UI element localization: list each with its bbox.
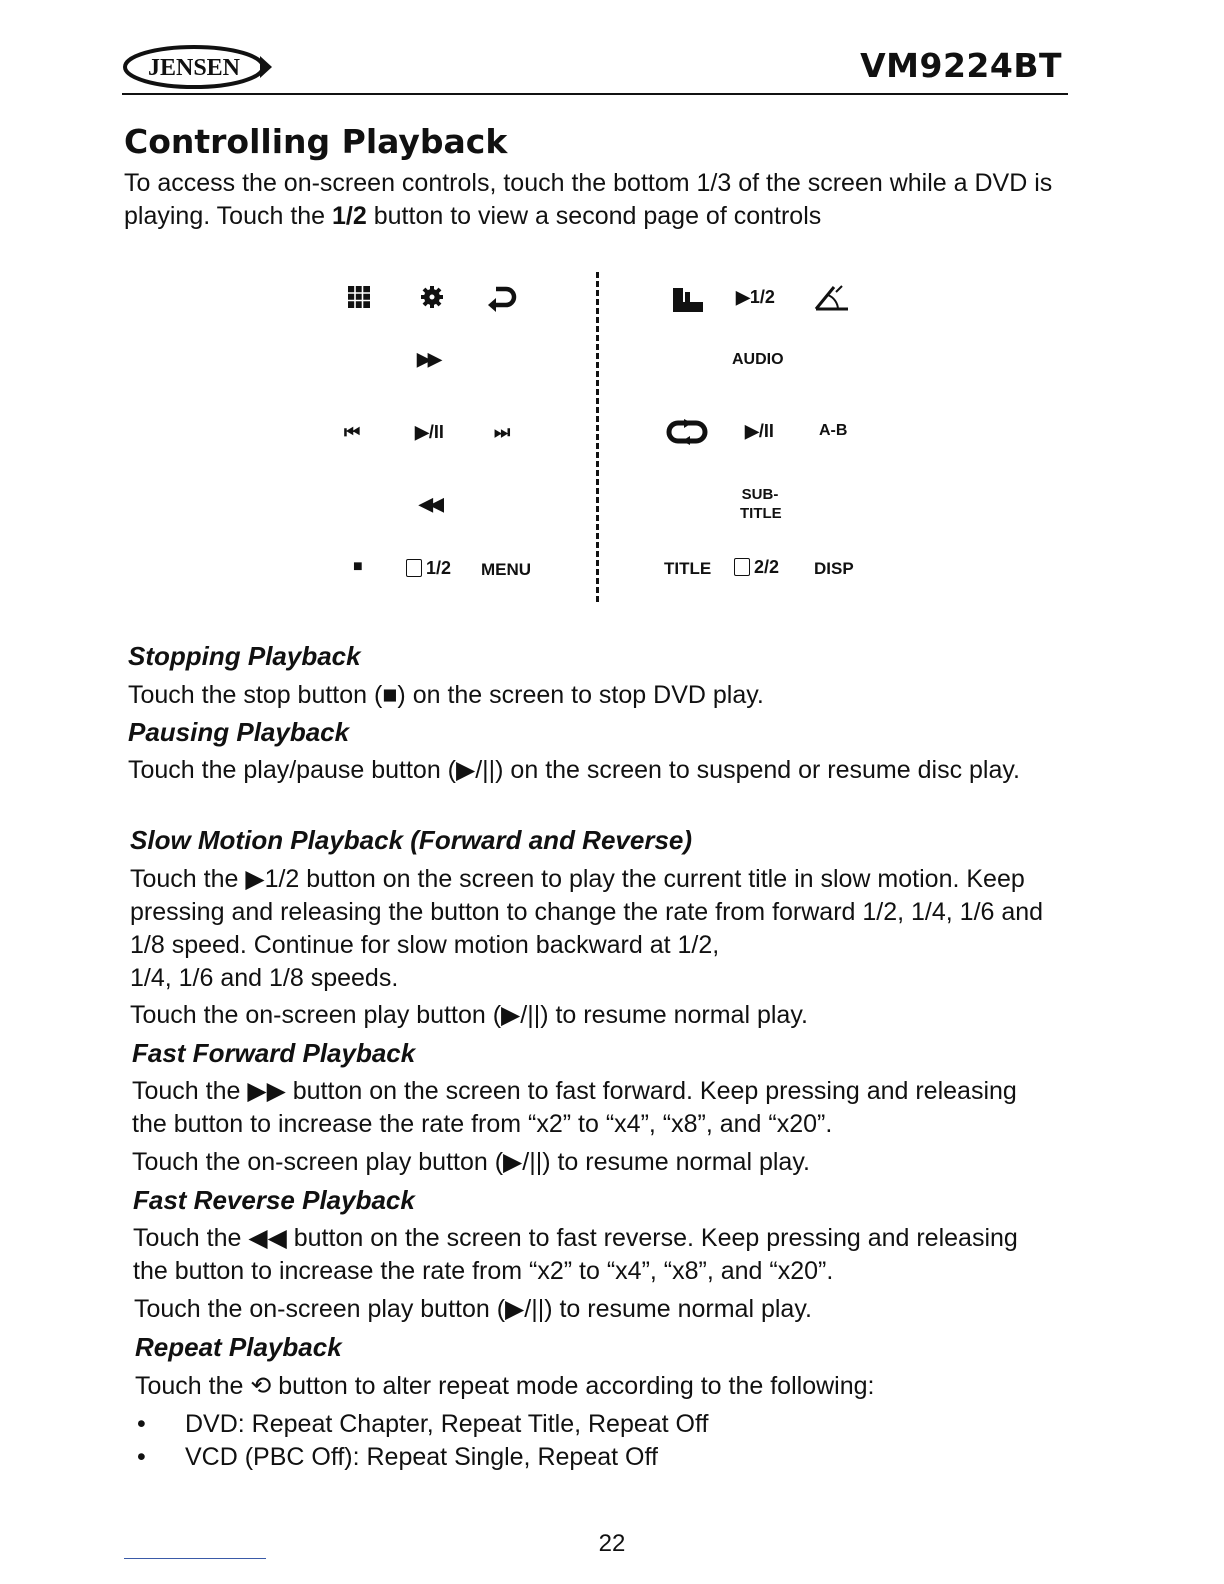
section-paragraph: Touch the ▶1/2 button on the screen to play the current title in slow motion. Keep pressing and releasing the button to change the rate from forward 1/2, 1/4, 1/6 and 1/8 speed. Continue for slow motion backward at 1/2,	[130, 865, 1044, 959]
subtitle-line-1: SUB-	[741, 486, 779, 503]
disp-button[interactable]: DISP	[814, 559, 854, 578]
angle-icon	[812, 282, 850, 312]
stop-button[interactable]: ■	[353, 558, 363, 575]
section-paragraph: Touch the play/pause button (▶/||) on the screen to suspend or resume disc play.	[128, 756, 1020, 784]
list-item-text: VCD (PBC Off): Repeat Single, Repeat Off	[185, 1443, 658, 1471]
section-paragraph: Touch the stop button (■) on the screen to stop DVD play.	[128, 681, 764, 709]
page-2-2-label: 2/2	[754, 557, 780, 577]
repeat-icon	[664, 419, 712, 445]
intro-bold: 1/2	[332, 202, 367, 230]
grid-menu-icon	[348, 286, 370, 308]
zoom-icon	[673, 282, 705, 312]
intro-text-1: To access the on-screen controls, touch the bottom 1/3 of the screen while a DVD is playing. Touch the	[124, 169, 1053, 230]
return-icon	[486, 284, 520, 312]
section-heading: Fast Forward Playback	[132, 1038, 416, 1068]
page-title: Controlling Playback	[124, 122, 508, 161]
list-item	[137, 1443, 658, 1472]
jensen-logo	[122, 44, 274, 90]
page-icon	[406, 559, 422, 577]
section-paragraph: Touch the on-screen play button (▶/||) to resume normal play.	[130, 1001, 808, 1029]
section-heading: Fast Reverse Playback	[133, 1185, 415, 1215]
subtitle-line-2: TITLE	[740, 505, 782, 522]
subtitle-button[interactable]	[740, 485, 780, 523]
menu-button[interactable]: MENU	[481, 560, 532, 579]
page-1-2-label: 1/2	[426, 558, 452, 578]
page-number: 22	[598, 1530, 626, 1557]
section-paragraph: Touch the ▶▶ button on the screen to fast forward. Keep pressing and releasing the button to increase the rate from “x2” to “x4”, “x8”, and “x20”.	[132, 1077, 1017, 1138]
fast-reverse-button[interactable]: ◀◀	[419, 494, 441, 514]
bullet-dot: •	[137, 1443, 146, 1471]
next-button[interactable]: ⏭	[494, 422, 508, 442]
section-heading: Repeat Playback	[135, 1332, 342, 1362]
slow-motion-button[interactable]: ▶1/2	[736, 287, 775, 307]
gear-icon	[420, 285, 444, 309]
section-heading: Stopping Playback	[128, 641, 361, 671]
page-divider	[596, 272, 599, 602]
page-icon	[734, 558, 750, 576]
section-heading: Slow Motion Playback (Forward and Reverse)	[130, 825, 693, 855]
page-2-2-button[interactable]	[734, 557, 779, 578]
section-paragraph: Touch the on-screen play button (▶/||) to resume normal play.	[134, 1295, 812, 1323]
play-pause-button[interactable]: ▶/II	[415, 422, 444, 442]
model-number: VM9224BT	[860, 46, 1062, 85]
audio-button[interactable]: AUDIO	[732, 351, 784, 368]
list-item-text: DVD: Repeat Chapter, Repeat Title, Repeat Off	[185, 1410, 709, 1438]
previous-button[interactable]: ⏮	[344, 422, 358, 442]
page-1-2-button[interactable]	[406, 558, 451, 579]
intro-paragraph	[124, 167, 1074, 233]
bullet-dot: •	[137, 1410, 146, 1438]
play-pause-button-2[interactable]: ▶/II	[745, 421, 774, 441]
list-item	[137, 1410, 709, 1439]
section-paragraph: 1/4, 1/6 and 1/8 speeds.	[130, 964, 399, 992]
header-rule	[122, 93, 1068, 95]
title-button[interactable]: TITLE	[664, 559, 712, 578]
section-paragraph: Touch the ⟲ button to alter repeat mode according to the following:	[135, 1372, 875, 1400]
footer-rule	[124, 1558, 266, 1559]
section-heading: Pausing Playback	[128, 717, 350, 747]
brand-text: JENSEN	[147, 55, 241, 81]
intro-text-2: button to view a second page of controls	[366, 202, 822, 230]
fast-forward-button[interactable]: ▶▶	[417, 349, 439, 369]
onscreen-controls-diagram	[320, 262, 900, 602]
section-paragraph: Touch the ◀◀ button on the screen to fast reverse. Keep pressing and releasing the button to increase the rate from “x2” to “x4”, “x8”, and “x20”.	[133, 1224, 1018, 1285]
ab-repeat-button[interactable]: A-B	[819, 422, 848, 439]
section-paragraph: Touch the on-screen play button (▶/||) to resume normal play.	[132, 1148, 810, 1176]
